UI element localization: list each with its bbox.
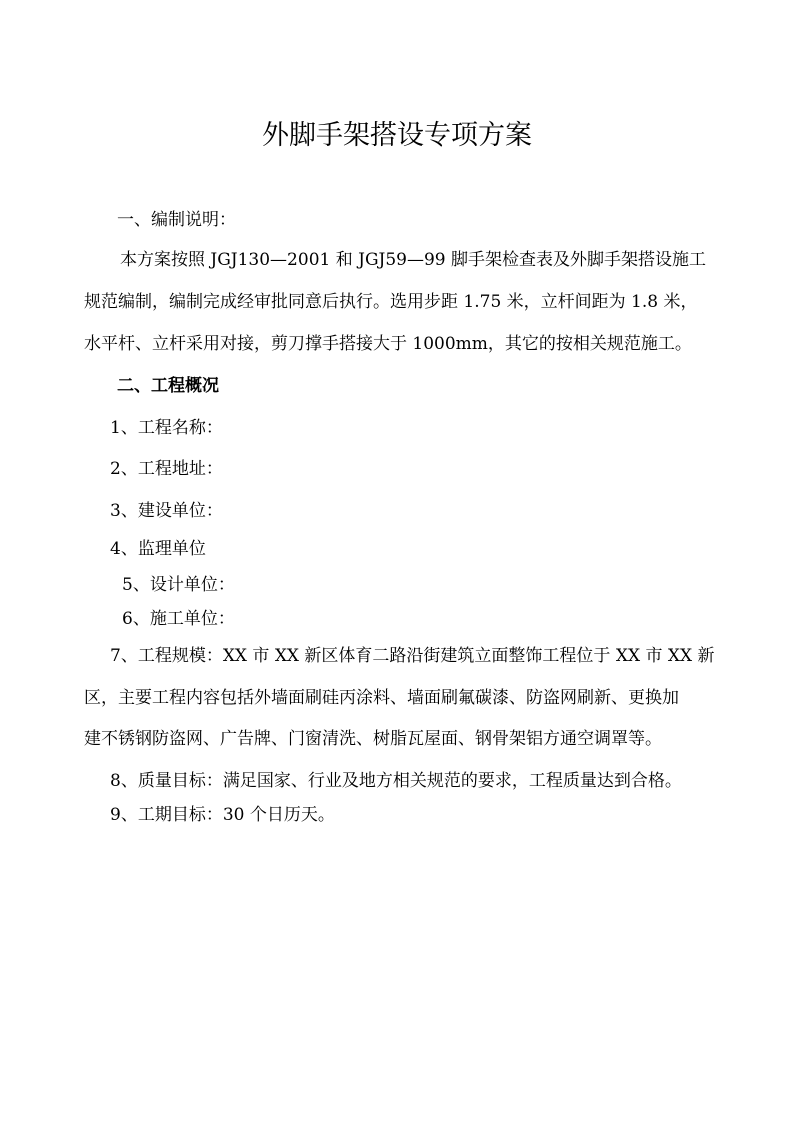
section1-paragraph-line-1: 本方案按照 JGJ130—2001 和 JGJ59—99 脚手架检查表及外脚手架搭设施工 bbox=[120, 250, 707, 270]
overview-item-2: 2、工程地址： bbox=[110, 459, 223, 479]
overview-item-1: 1、工程名称： bbox=[110, 418, 223, 438]
overview-item-5: 5、设计单位： bbox=[122, 575, 235, 595]
overview-item-9: 9、工期目标：30 个日历天。 bbox=[110, 805, 335, 825]
overview-item-6: 6、施工单位： bbox=[122, 609, 235, 629]
section1-paragraph-line-3: 水平杆、立杆采用对接，剪刀撑手搭接大于 1000mm，其它的按相关规范施工。 bbox=[84, 334, 692, 354]
overview-item-4: 4、监理单位 bbox=[110, 539, 206, 559]
overview-item-7-line-1: 7、工程规模：XX 市 XX 新区体育二路沿街建筑立面整饰工程位于 XX 市 XX 新 bbox=[110, 646, 715, 666]
section1-paragraph-line-2: 规范编制，编制完成经审批同意后执行。选用步距 1.75 米，立杆间距为 1.8 米， bbox=[84, 292, 698, 312]
overview-item-3: 3、建设单位： bbox=[110, 501, 223, 521]
overview-item-7-line-2: 区，主要工程内容包括外墙面刷硅丙涂料、墙面刷氟碳漆、防盗网刷新、更换加 bbox=[84, 688, 679, 708]
section2-heading: 二、工程概况 bbox=[117, 376, 219, 396]
overview-item-7-line-3: 建不锈钢防盗网、广告牌、门窗清洗、树脂瓦屋面、钢骨架铝方通空调罩等。 bbox=[84, 729, 662, 749]
section1-heading: 一、编制说明： bbox=[117, 210, 236, 230]
overview-item-8: 8、质量目标：满足国家、行业及地方相关规范的要求，工程质量达到合格。 bbox=[110, 771, 682, 791]
document-title: 外脚手架搭设专项方案 bbox=[262, 120, 532, 151]
